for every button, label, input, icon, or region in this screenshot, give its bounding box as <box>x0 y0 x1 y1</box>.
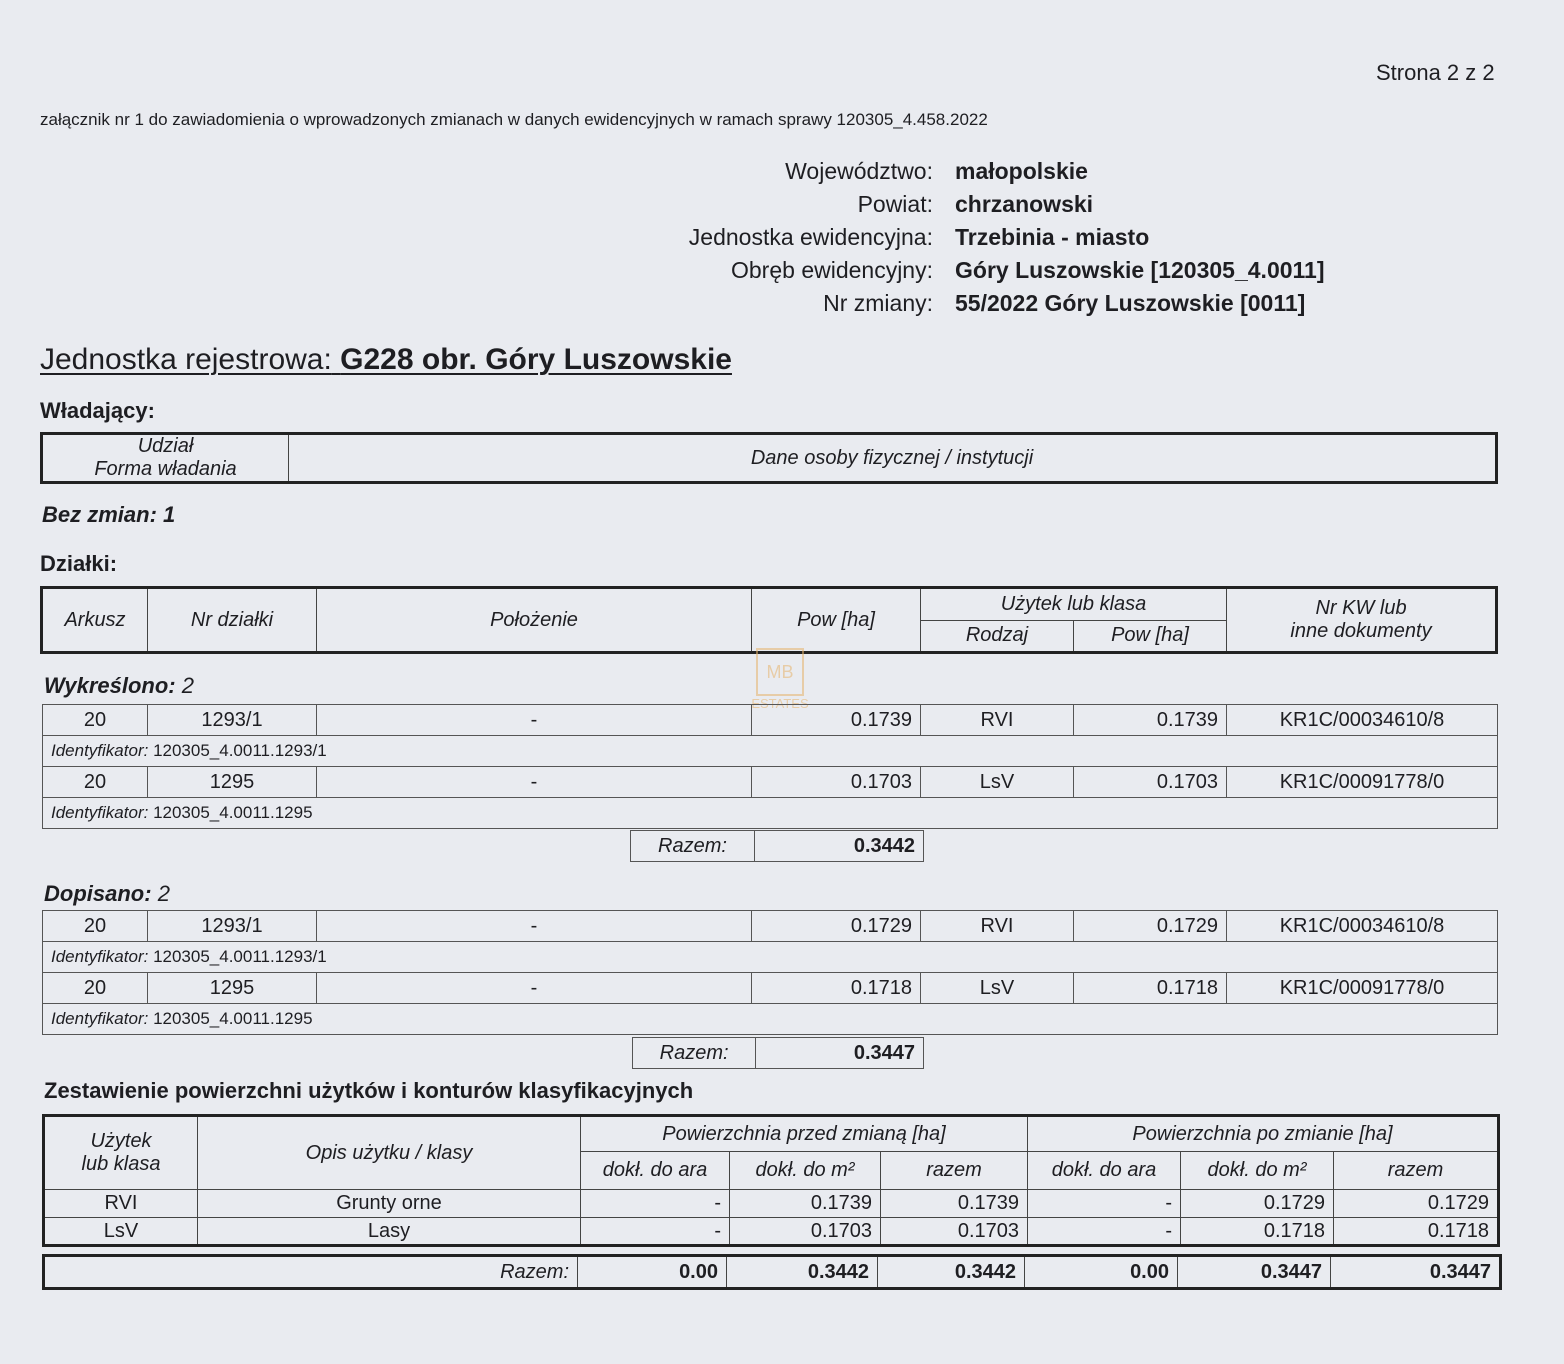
cell-before-ara: - <box>581 1190 730 1218</box>
cell-kw: KR1C/00034610/8 <box>1227 705 1498 736</box>
total-value: 0.3442 <box>754 831 923 862</box>
added-count: 2 <box>157 881 170 906</box>
cell-location: - <box>317 767 752 798</box>
parcels-header-table <box>40 586 1498 654</box>
total-before-m2: 0.3442 <box>727 1256 878 1289</box>
cell-sheet: 20 <box>43 973 148 1004</box>
share-label: Udział <box>137 435 194 457</box>
meta-row <box>560 254 1460 287</box>
kw-line1: Nr KW lub <box>1315 597 1407 619</box>
col-before-m2: dokł. do m² <box>730 1152 881 1190</box>
table-row-identifier <box>43 1004 1498 1035</box>
col-kind: Rodzaj <box>921 620 1074 653</box>
attachment-note: załącznik nr 1 do zawiadomienia o wprowadzonych zmianach w danych ewidencyjnych w ramach sprawy 120305_4.458.2022 <box>40 110 988 129</box>
col-after-group: Powierzchnia po zmianie [ha] <box>1028 1116 1499 1152</box>
identifier-label: Identyfikator: <box>51 947 149 966</box>
cell-use: LsV <box>44 1218 198 1246</box>
added-heading <box>44 881 170 907</box>
cell-identifier <box>43 1004 1498 1035</box>
col-after-total: razem <box>1334 1152 1499 1190</box>
unit-label: Jednostka rejestrowa: <box>40 343 332 376</box>
owners-table <box>40 432 1498 484</box>
col-before-total: razem <box>881 1152 1028 1190</box>
table-row <box>44 1218 1499 1246</box>
col-use-class: Użytek lub klasa <box>921 588 1227 621</box>
ownership-form-label: Forma władania <box>94 458 237 480</box>
table-row-identifier <box>43 798 1498 829</box>
removed-parcels-table <box>42 704 1498 829</box>
identifier-label: Identyfikator: <box>51 1009 149 1028</box>
owners-data-header: Dane osoby fizycznej / instytucji <box>289 434 1497 483</box>
meta-row <box>560 188 1460 221</box>
meta-label: Województwo: <box>785 158 933 184</box>
kw-line2: inne dokumenty <box>1290 620 1432 642</box>
no-change-count: 1 <box>163 502 176 527</box>
cell-before-total: 0.1703 <box>881 1218 1028 1246</box>
col-before-ara: dokł. do ara <box>581 1152 730 1190</box>
col-area: Pow [ha] <box>752 588 921 653</box>
watermark <box>748 648 812 711</box>
identifier-label: Identyfikator: <box>51 803 149 822</box>
cell-use-area: 0.1718 <box>1074 973 1227 1004</box>
meta-row <box>560 221 1460 254</box>
cell-desc: Lasy <box>198 1218 581 1246</box>
meta-label: Nr zmiany: <box>823 290 933 316</box>
meta-row <box>560 155 1460 188</box>
parcels-heading: Działki: <box>40 551 118 576</box>
cell-use-area: 0.1729 <box>1074 911 1227 942</box>
cell-use: RVI <box>44 1190 198 1218</box>
removed-heading <box>44 673 194 699</box>
col-use-class <box>44 1116 198 1190</box>
cell-location: - <box>317 973 752 1004</box>
use-line1: Użytek <box>90 1130 152 1152</box>
total-after-ara: 0.00 <box>1025 1256 1178 1289</box>
cell-parcel: 1293/1 <box>148 911 317 942</box>
cell-after-m2: 0.1718 <box>1181 1218 1334 1246</box>
total-before-ara: 0.00 <box>578 1256 727 1289</box>
registry-metadata <box>560 155 1460 320</box>
total-after-m2: 0.3447 <box>1178 1256 1331 1289</box>
added-parcels-table <box>42 910 1498 1035</box>
total-value: 0.3447 <box>756 1038 924 1069</box>
cell-kind: LsV <box>921 767 1074 798</box>
meta-label: Jednostka ewidencyjna: <box>688 224 933 250</box>
total-label: Razem: <box>633 1038 756 1069</box>
cell-sheet: 20 <box>43 911 148 942</box>
cell-use-area: 0.1739 <box>1074 705 1227 736</box>
cell-sheet: 20 <box>43 767 148 798</box>
cell-after-m2: 0.1729 <box>1181 1190 1334 1218</box>
cell-before-total: 0.1739 <box>881 1190 1028 1218</box>
table-row <box>43 973 1498 1004</box>
cell-after-ara: - <box>1028 1190 1181 1218</box>
summary-totals <box>42 1254 1502 1290</box>
meta-value: 55/2022 Góry Luszowskie [0011] <box>955 290 1306 316</box>
registry-unit-title <box>40 343 732 377</box>
owners-heading: Władający: <box>40 398 155 423</box>
col-sheet: Arkusz <box>42 588 148 653</box>
cell-sheet: 20 <box>43 705 148 736</box>
cell-area: 0.1718 <box>752 973 921 1004</box>
meta-label: Obręb ewidencyjny: <box>731 257 933 283</box>
cell-kw: KR1C/00091778/0 <box>1227 767 1498 798</box>
meta-value: Trzebinia - miasto <box>955 224 1150 250</box>
cell-after-total: 0.1729 <box>1334 1190 1499 1218</box>
cell-before-m2: 0.1703 <box>730 1218 881 1246</box>
identifier-label: Identyfikator: <box>51 741 149 760</box>
unit-value: G228 obr. Góry Luszowskie <box>340 343 732 376</box>
meta-label: Powiat: <box>857 191 933 217</box>
summary-table <box>42 1114 1500 1247</box>
removed-total <box>630 830 924 862</box>
cell-location: - <box>317 705 752 736</box>
table-row <box>43 767 1498 798</box>
added-label: Dopisano: <box>44 881 152 906</box>
cell-parcel: 1295 <box>148 973 317 1004</box>
table-row <box>44 1190 1499 1218</box>
col-after-ara: dokł. do ara <box>1028 1152 1181 1190</box>
col-before-group: Powierzchnia przed zmianą [ha] <box>581 1116 1028 1152</box>
totals-label: Razem: <box>44 1256 578 1289</box>
cell-area: 0.1729 <box>752 911 921 942</box>
total-before-total: 0.3442 <box>878 1256 1025 1289</box>
cell-kw: KR1C/00091778/0 <box>1227 973 1498 1004</box>
cell-after-ara: - <box>1028 1218 1181 1246</box>
meta-value: chrzanowski <box>955 191 1094 217</box>
cell-identifier <box>43 942 1498 973</box>
cell-after-total: 0.1718 <box>1334 1218 1499 1246</box>
cell-kw: KR1C/00034610/8 <box>1227 911 1498 942</box>
meta-value: Góry Luszowskie [120305_4.0011] <box>955 257 1325 283</box>
cell-use-area: 0.1703 <box>1074 767 1227 798</box>
cell-area: 0.1703 <box>752 767 921 798</box>
identifier-value: 120305_4.0011.1293/1 <box>153 947 327 966</box>
table-row-identifier <box>43 942 1498 973</box>
total-after-total: 0.3447 <box>1331 1256 1501 1289</box>
added-total <box>632 1037 924 1069</box>
col-after-m2: dokł. do m² <box>1181 1152 1334 1190</box>
no-change-line <box>42 502 175 528</box>
owners-share-header <box>42 434 289 483</box>
cell-location: - <box>317 911 752 942</box>
cell-identifier <box>43 798 1498 829</box>
identifier-value: 120305_4.0011.1295 <box>153 1009 313 1028</box>
removed-label: Wykreślono: <box>44 673 176 698</box>
cell-parcel: 1295 <box>148 767 317 798</box>
total-label: Razem: <box>631 831 755 862</box>
watermark-text: ESTATES <box>751 696 809 711</box>
meta-row <box>560 287 1460 320</box>
cell-desc: Grunty orne <box>198 1190 581 1218</box>
cell-before-m2: 0.1739 <box>730 1190 881 1218</box>
identifier-value: 120305_4.0011.1293/1 <box>153 741 327 760</box>
use-line2: lub klasa <box>81 1153 161 1175</box>
cell-kind: RVI <box>921 911 1074 942</box>
cell-kind: RVI <box>921 705 1074 736</box>
cell-area: 0.1739 <box>752 705 921 736</box>
col-parcel-no: Nr działki <box>148 588 317 653</box>
col-kw <box>1227 588 1497 653</box>
table-row <box>43 705 1498 736</box>
no-change-label: Bez zmian: <box>42 502 157 527</box>
summary-heading: Zestawienie powierzchni użytków i konturów klasyfikacyjnych <box>44 1078 694 1103</box>
table-row-identifier <box>43 736 1498 767</box>
removed-count: 2 <box>181 673 194 698</box>
cell-before-ara: - <box>581 1218 730 1246</box>
col-location: Położenie <box>317 588 752 653</box>
watermark-logo: MB <box>756 648 804 696</box>
identifier-value: 120305_4.0011.1295 <box>153 803 313 822</box>
cell-parcel: 1293/1 <box>148 705 317 736</box>
page-number: Strona 2 z 2 <box>1376 60 1495 85</box>
meta-value: małopolskie <box>955 158 1088 184</box>
col-description: Opis użytku / klasy <box>198 1116 581 1190</box>
table-row <box>44 1256 1501 1289</box>
cell-identifier <box>43 736 1498 767</box>
col-use-area: Pow [ha] <box>1074 620 1227 653</box>
table-row <box>43 911 1498 942</box>
cell-kind: LsV <box>921 973 1074 1004</box>
